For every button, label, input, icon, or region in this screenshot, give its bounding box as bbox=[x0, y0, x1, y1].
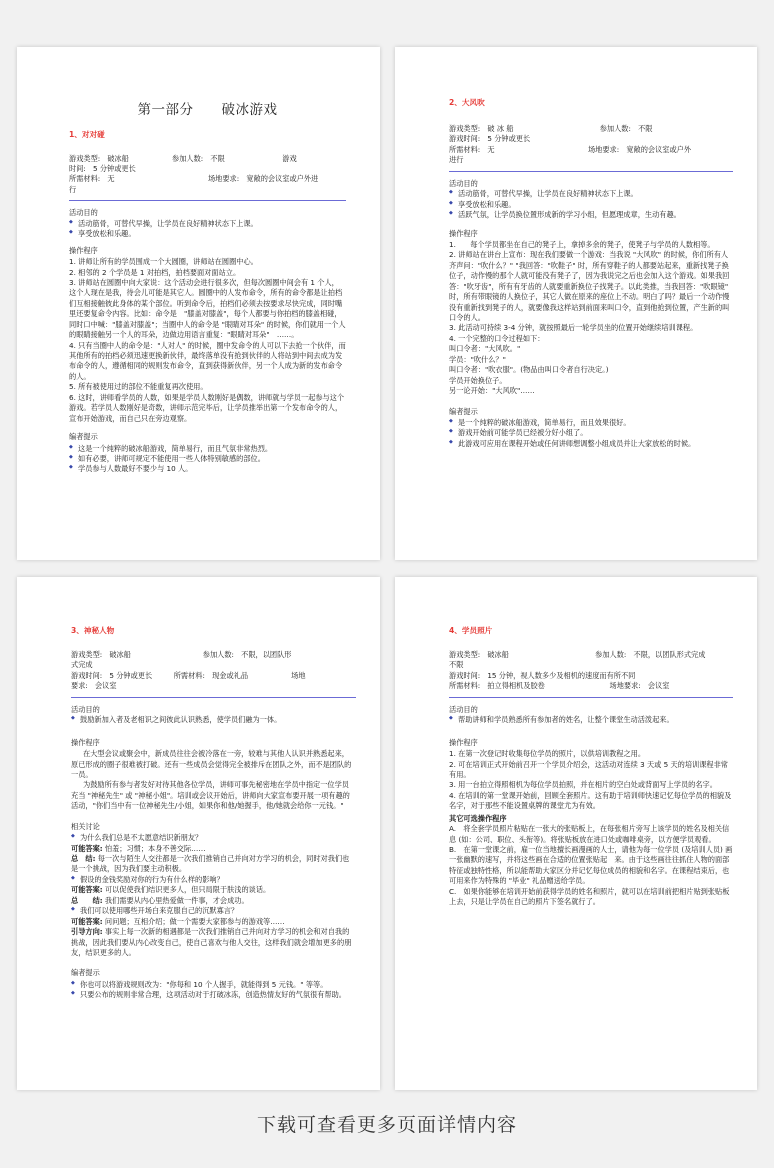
list-item: ◆ 享受放松和乐趣。 bbox=[69, 229, 346, 239]
answer-label: 可能答案: bbox=[71, 843, 103, 853]
meta-block bbox=[449, 124, 733, 166]
discussion-question: ◆ 为什么我们总是不太愿意结识新朋友？ bbox=[71, 833, 356, 843]
goal-title: 活动目的 bbox=[71, 704, 100, 714]
discussion-question: ◆ 假设的金钱奖励对你的行为有什么样的影响？ bbox=[71, 875, 356, 885]
meta-line: 式完成 bbox=[71, 660, 93, 670]
meta-line: 所需材料: 无 场地要求: 宽敞的会议室或户外 bbox=[449, 144, 692, 154]
list-item: ◆ 是一个纯粹的破冰船游戏，简单易行，而且效果很好。 bbox=[449, 418, 733, 428]
procedure-title: 操作程序 bbox=[449, 228, 478, 238]
discussion-question: ◆ 我们可以使用哪些开场白来克服自己的沉默寡言？ bbox=[71, 906, 356, 916]
answer-text: 怕羞；习惯；本身不善交际…… bbox=[104, 843, 206, 853]
discussion-answer bbox=[71, 917, 356, 927]
meta-line: 所需材料: 无 场地要求: 宽敞的会议室或户外进 bbox=[69, 174, 319, 184]
meta-line: 时间: 5 分钟或更长 bbox=[69, 164, 136, 173]
section-title: 3、神秘人物 bbox=[71, 626, 115, 635]
list-item: ◆ 此游戏可应用在课程开始或任何讲师想调整小组成员并让大家放松的时候。 bbox=[449, 439, 733, 449]
tips-title: 编者提示 bbox=[449, 406, 478, 416]
doc-page-2 bbox=[395, 47, 757, 560]
answer-text: 我们需要从内心里热爱做一件事，才会成功。 bbox=[104, 895, 249, 905]
doc-page-3 bbox=[17, 577, 380, 1090]
meta-line: 游戏时间: 5 分钟或更长 所需材料: 现金或礼品 场地 bbox=[71, 670, 306, 680]
list-item: ◆ 如有必要，讲师可规定不能使用一些人体特别敏感的部位。 bbox=[69, 454, 346, 464]
dialog-line: 学员开始换位子。 bbox=[449, 375, 507, 385]
list-item: ◆ 这是一个纯粹的破冰船游戏，简单易行，而且气氛非常热烈。 bbox=[69, 444, 346, 454]
discussion-answer bbox=[71, 896, 356, 906]
options-title: 其它可选操作程序 bbox=[449, 813, 507, 823]
answer-text: 可以促使我们结识更多人，但只局限于肤浅的谈话。 bbox=[104, 885, 271, 895]
procedure-step: 4. 一个完整的口令过程如下： bbox=[449, 333, 545, 343]
list-item: ◆ 你也可以将游戏规则改为："你每和 10 个人握手，就能得到 5 元钱。" 等等。 bbox=[71, 980, 356, 990]
dialog-line: 另一论开始："大风吹"…… bbox=[449, 386, 535, 396]
goal-title: 活动目的 bbox=[449, 178, 478, 188]
answer-label: 总 结: bbox=[71, 854, 96, 863]
answer-label: 总 结: bbox=[71, 895, 103, 905]
answer-text: 每一次与陌生人交往都是一次我们推销自己并向对方学习的机会，同时对我们也是一个挑战，因为我们要主动积极。 bbox=[71, 854, 350, 874]
procedure-title: 操作程序 bbox=[449, 737, 478, 747]
goal-title: 活动目的 bbox=[449, 704, 478, 714]
answer-text: 事实上每一次新的相遇都是一次我们推销自己并向对方学习的机会和对自我的挑战，因此我们要从内心改变自己，使自己喜欢与他人交往，这样我们就会增加更多的朋友，结识更多的人。 bbox=[71, 927, 352, 957]
tips-title: 编者提示 bbox=[69, 432, 98, 442]
procedure-title: 操作程序 bbox=[71, 737, 100, 747]
doc-page-1 bbox=[17, 47, 380, 560]
doc-page-4 bbox=[395, 577, 757, 1090]
option-item: A. 将全套学员照片粘贴在一张大的张贴板上，在每张相片旁写上该学员的姓名及相关信息 (如：公司、职位、头衔等)。将张贴板放在进口处或咖啡桌旁，以方便学员观看。 bbox=[449, 824, 730, 844]
discussion-answer bbox=[71, 927, 356, 958]
meta-line: 游戏类型: 破冰船 参加人数: 不限 游戏 bbox=[69, 153, 297, 163]
meta-block bbox=[69, 154, 346, 196]
part-title: 第一部分 破冰游戏 bbox=[137, 102, 278, 118]
answer-text: 问问题；互相介绍；做一个需要大家都参与的游戏等…… bbox=[104, 916, 285, 926]
dialog-line: 叫口令者："大风吹。" bbox=[449, 344, 521, 354]
goal-title: 活动目的 bbox=[69, 208, 98, 218]
procedure-step: 2. 可在培训正式开始前召开一个学员介绍会，这活动对连续 3 天或 5 天的培训课程非常有用。 bbox=[449, 759, 728, 779]
procedure-step: 3. 此活动可持续 3-4 分钟，就按照最后一轮学员坐的位置开始继续培训课程。 bbox=[449, 323, 698, 333]
procedure-step: 3. 讲师站在圆圈中向大家说：这个活动会进行很多次，但每次圆圈中间会有 1 个人，这个人现在是我，待会儿可能是其它人。圆圈中的人发布命令，所有的命令都是让拍档们互相接触彼此身体的某个部位。听到命令后，拍档们必须去按要求尽快完成，同时嘴里还要复命令内容。比如：命令是 "膝盖对膝盖"，每个人都要与你拍档的膝盖相碰，同时口中喊："膝盖对膝盖"；当圈中人的命令是 "眼睛对耳朵" 的时候，你们就用一个人的眼睛接触另一个人的耳朵，边做边用语言重复："眼睛对耳朵" ……。 bbox=[69, 277, 346, 340]
procedure-step: 3. 用一台拍立得照相机为每位学员拍照，并在相片的空白处或背面写上学员的名字。 bbox=[449, 780, 717, 790]
list-item: ◆ 享受放松和乐趣。 bbox=[449, 200, 733, 210]
procedure-step: 4. 只有当圈中人的命令是："人对人" 的时候，圈中发命令的人可以下去抢一个伙伴，而其他所有的拍档必须迅速更换新伙伴，最终落单没有抢到伙伴的人将站到中间去成为发布命令的人，遵循相同的规则发布命令，直到获得新伙伴，另一个人成为新的发布命令的人。 bbox=[69, 340, 346, 381]
paragraph: 为鼓励所有参与者发好对待其他各位学员，讲师可事先秘密地在学员中指定一位学员充当 "神秘先生" 或 "神秘小姐"。培训或会议开始后，讲师向大家宣布要开展一项有趣的活动，"你们当中有一位神秘先生/小姐，如果你和他/她握手，他/她就会给你一元钱。" bbox=[71, 780, 350, 811]
meta-block bbox=[71, 650, 356, 692]
dialog-line: 叫口令者："吹衣服"。(物品由叫口令者自行决定。) bbox=[449, 365, 609, 375]
meta-line: 进行 bbox=[449, 155, 464, 165]
list-item: ◆ 游戏开始前可能学员已经被分好小组了。 bbox=[449, 428, 733, 438]
download-more-banner[interactable]: 下载可查看更多页面详情内容 bbox=[256, 1114, 517, 1136]
meta-line: 游戏类型: 破 冰 船 参加人数: 不限 bbox=[449, 124, 653, 133]
meta-line: 游戏时间: 5 分钟或更长 bbox=[449, 134, 531, 144]
meta-line: 要求: 会议室 bbox=[71, 681, 117, 691]
list-item: ◆ 活动筋骨，可替代早操，让学员在良好精神状态下上课。 bbox=[449, 189, 733, 199]
section-title: 4、学员照片 bbox=[449, 626, 493, 635]
list-item: ◆ 活跃气氛，让学员换位置形成新的学习小组，但愿理成章，生动有趣。 bbox=[449, 210, 733, 220]
procedure-step: 4. 在培训的第一堂课开始前，回顾全套照片。这有助于培训师快速记忆每位学员的相貌及名字，对于那些不能设置桌牌的课堂尤为有效。 bbox=[449, 790, 732, 811]
list-item: ◆ 鼓励新加入者及老相识之间彼此认识熟悉，使学员们融为一体。 bbox=[71, 715, 356, 725]
dialog-line: 学员："吹什么？" bbox=[449, 354, 506, 364]
divider bbox=[449, 697, 733, 698]
discussion-answer bbox=[71, 854, 356, 875]
procedure-step: 5. 所有被使用过的部位不能重复再次使用。 bbox=[69, 382, 208, 392]
paragraph: 在大型会议或聚会中，新成员往往会被冷落在一旁，较难与其他人认识并熟悉起来，原已形成的圈子很难被打破。还有一些成员会觉得完全被排斥在团队之外，而不是团队的一员。 bbox=[71, 749, 352, 779]
answer-label: 可能答案: bbox=[71, 916, 103, 926]
procedure-step: 1. 在第一次登记时收集每位学员的照片，以供培训教程之用。 bbox=[449, 749, 646, 759]
divider bbox=[449, 171, 733, 172]
section-title: 2、大风吹 bbox=[449, 98, 485, 107]
meta-line: 游戏类型: 破冰船 参加人数: 不限，以团队形式完成 bbox=[449, 650, 706, 659]
discussion-title: 相关讨论 bbox=[71, 821, 100, 831]
option-item: B. 在第一堂课之前，雇一位当地擅长画漫画的人士，请他为每一位学员 (及培训人员) 画一张幽默的速写，并将这些画在合适的位置张贴起 来。由于这些画往往抓住人物的面部特征或独特性格，所以能帮助大家区分并记忆每位成员的相貌和名字。在课程结束后，也可用来作为特殊的 "毕业" 礼品赠送给学员。 bbox=[449, 845, 733, 886]
list-item: ◆ 只要公布的规则非常合理，这项活动对于打破冰冻，创造热情友好的气氛很有帮助。 bbox=[71, 990, 356, 1000]
procedure-step: 1. 讲师让所有的学员围成一个大圆圈，讲师站在圆圈中心。 bbox=[69, 257, 258, 267]
meta-block bbox=[449, 650, 733, 692]
procedure-step: 6. 这时，讲师看学员的人数，如果是学员人数刚好是偶数，讲师就与学员一起参与这个游戏。若学员人数刚好是奇数，讲师示范完毕后，让学员推举出第一个发布命令的人，宣布开始游戏，而自己只在旁边观察。 bbox=[69, 392, 345, 423]
list-item: ◆ 帮助讲师和学员熟悉所有参加者的姓名，让整个课堂生动活泼起来。 bbox=[449, 715, 733, 725]
discussion-block bbox=[71, 833, 356, 958]
answer-label: 引导方向: bbox=[71, 927, 103, 937]
list-item: ◆ 学员参与人数最好不要少与 10 人。 bbox=[69, 464, 346, 474]
meta-line: 不限 bbox=[449, 660, 464, 670]
discussion-answer bbox=[71, 844, 356, 854]
procedure-step: 2. 讲师站在讲台上宣布：现在我们要做一个游戏：当我说 "大风吹" 的时候，你们所有人齐声问："吹什么？" "我回答："吹鞋子" 时，所有穿鞋子的人都要站起来，重新找凳子换位子，动作慢的那个人就可能没有凳子了，因为我说完之后也会加入这个游戏。如果我回答："吹牙齿"，所有有牙齿的人就要重新换位子找凳子。以此类推，当我回答："吹眼镜" 时，所有带眼镜的人换位子，其它人做在原来的座位上不动。明白了吗？最后一个动作慢没有重新找到凳子的人，就要像我这样站到前面来叫口令，直到他抢到位置，产生新的叫口令的人。 bbox=[449, 250, 730, 322]
divider bbox=[69, 200, 346, 201]
procedure-step: 1. 每个学员都坐在自己的凳子上，拿掉多余的凳子，使凳子与学员的人数相等。 bbox=[449, 239, 715, 249]
discussion-answer bbox=[71, 885, 356, 895]
list-item: ◆ 活动筋骨，可替代早操，让学员在良好精神状态下上课。 bbox=[69, 219, 346, 229]
meta-line: 所需材料: 拍立得相机及胶卷 场地要求: 会议室 bbox=[449, 681, 670, 691]
answer-label: 可能答案: bbox=[71, 885, 103, 895]
meta-line: 游戏类型: 破冰船 参加人数: 不限，以团队形 bbox=[71, 650, 292, 659]
procedure-step: 2. 相邻的 2 个学员是 1 对拍档，拍档要面对面站立。 bbox=[69, 267, 241, 277]
divider bbox=[71, 697, 356, 698]
tips-title: 编者提示 bbox=[71, 968, 100, 978]
section-title: 1、对对碰 bbox=[69, 129, 105, 139]
option-item: C. 如果你能够在培训开始前获得学员的姓名和照片，就可以在培训前把相片贴到张贴板上去，只是让学员在自己的照片下签名就行了。 bbox=[449, 886, 730, 907]
procedure-title: 操作程序 bbox=[69, 245, 98, 255]
meta-line: 行 bbox=[69, 184, 77, 194]
meta-line: 游戏时间: 15 分钟，视人数多少及相机的速度而有所不同 bbox=[449, 670, 636, 680]
